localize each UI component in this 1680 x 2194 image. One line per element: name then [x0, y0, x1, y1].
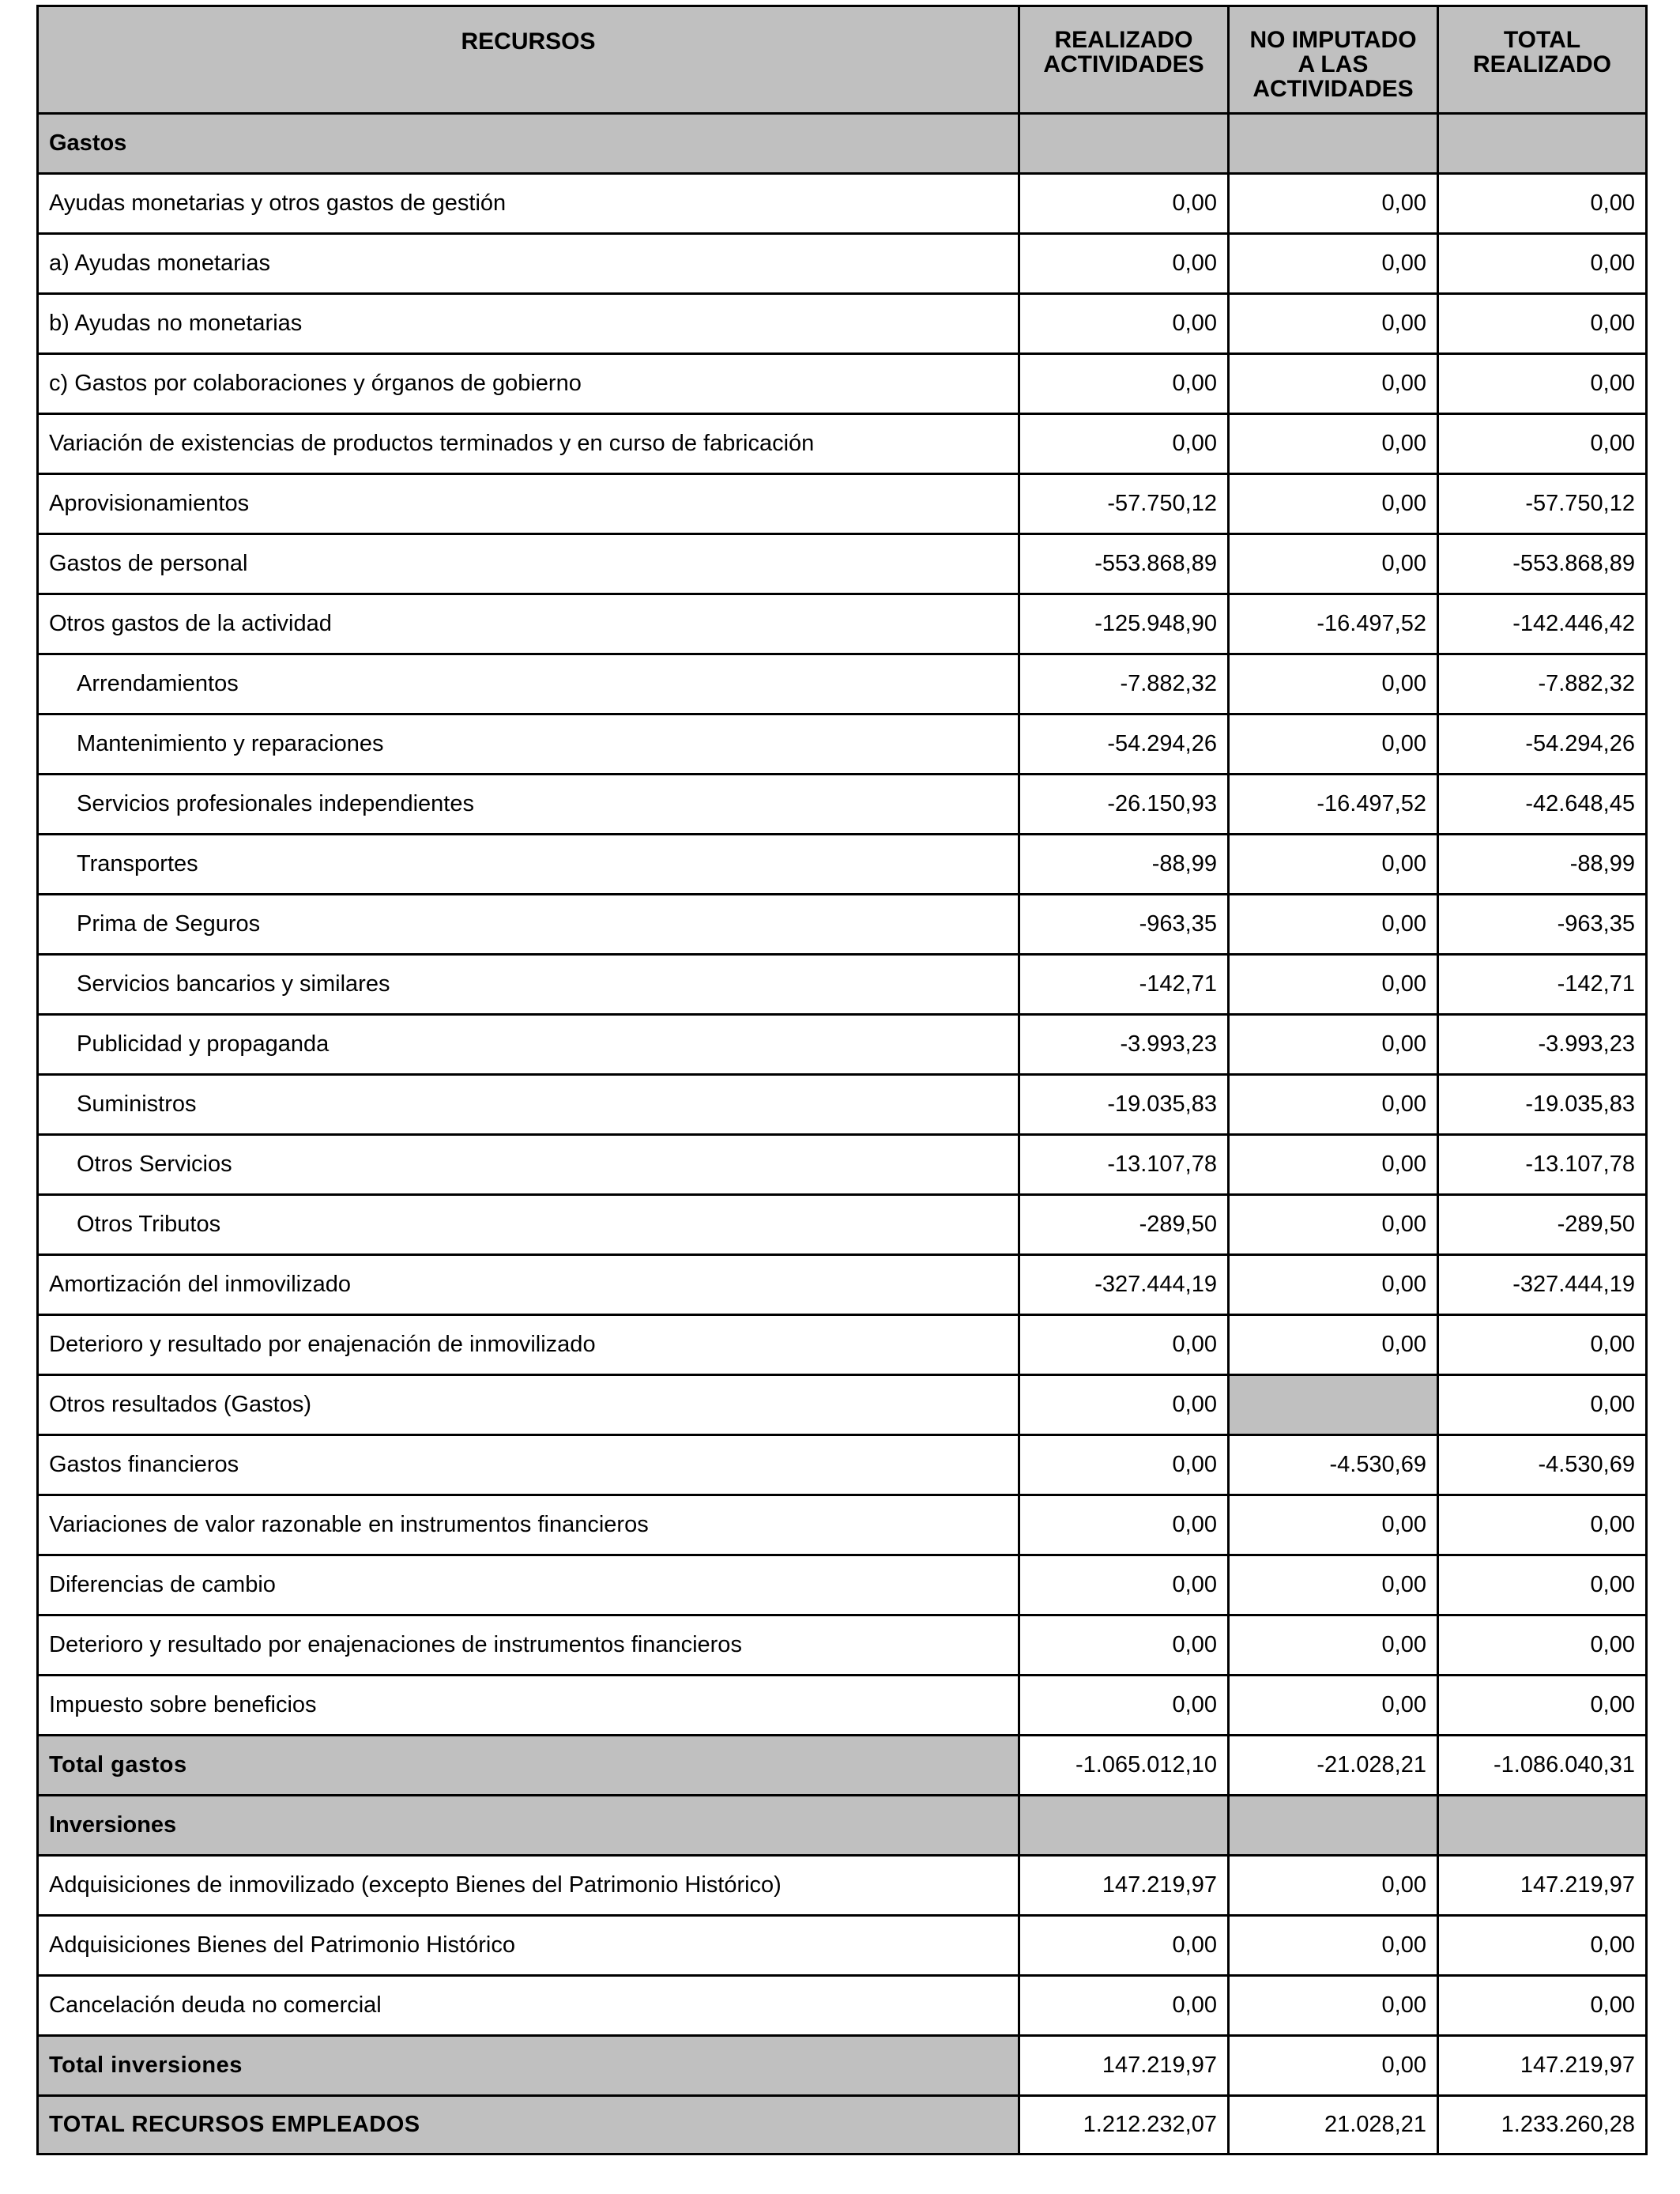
total-realizado-cell: 0,00: [1438, 1495, 1647, 1555]
total-realizado-cell: -13.107,78: [1438, 1135, 1647, 1195]
no-imputado-cell: 0,00: [1229, 1315, 1438, 1375]
total-realizado-cell: 0,00: [1438, 1976, 1647, 2036]
no-imputado-cell: 0,00: [1229, 174, 1438, 234]
resources-table: [36, 5, 1648, 2155]
table-row: [38, 294, 1647, 354]
no-imputado-cell: 0,00: [1229, 1075, 1438, 1135]
table-row: [38, 234, 1647, 294]
table-row: [38, 474, 1647, 534]
total-realizado-cell: 0,00: [1438, 1916, 1647, 1976]
row-label: Suministros: [38, 1075, 1019, 1135]
realizado-actividades-cell: [1019, 114, 1229, 174]
total-realizado-cell: 0,00: [1438, 174, 1647, 234]
row-label: TOTAL RECURSOS EMPLEADOS: [38, 2096, 1019, 2154]
total-realizado-cell: [1438, 114, 1647, 174]
table-row: [38, 354, 1647, 414]
total-realizado-cell: -19.035,83: [1438, 1075, 1647, 1135]
header-total-realizado: TOTAL REALIZADO: [1438, 6, 1647, 114]
total-realizado-cell: -88,99: [1438, 835, 1647, 895]
total-realizado-cell: -1.086.040,31: [1438, 1736, 1647, 1796]
realizado-actividades-cell: 0,00: [1019, 1676, 1229, 1736]
realizado-actividades-cell: 0,00: [1019, 354, 1229, 414]
no-imputado-cell: 0,00: [1229, 1135, 1438, 1195]
no-imputado-cell: 0,00: [1229, 414, 1438, 474]
total-realizado-cell: -142.446,42: [1438, 594, 1647, 654]
table-row: [38, 1976, 1647, 2036]
realizado-actividades-cell: -7.882,32: [1019, 654, 1229, 714]
table-row: [38, 1495, 1647, 1555]
table-row: [38, 1916, 1647, 1976]
no-imputado-cell: 0,00: [1229, 354, 1438, 414]
no-imputado-cell: -16.497,52: [1229, 775, 1438, 835]
no-imputado-cell: 0,00: [1229, 654, 1438, 714]
row-label: Gastos financieros: [38, 1435, 1019, 1495]
row-label: Otros gastos de la actividad: [38, 594, 1019, 654]
header-recursos: RECURSOS: [38, 6, 1019, 114]
row-label: Variación de existencias de productos terminados y en curso de fabricación: [38, 414, 1019, 474]
no-imputado-cell: -16.497,52: [1229, 594, 1438, 654]
row-label: Otros Tributos: [38, 1195, 1019, 1255]
row-label: Otros Servicios: [38, 1135, 1019, 1195]
table-row: [38, 1255, 1647, 1315]
row-label: Gastos de personal: [38, 534, 1019, 594]
total-realizado-cell: 147.219,97: [1438, 2036, 1647, 2096]
table-row: [38, 414, 1647, 474]
realizado-actividades-cell: -327.444,19: [1019, 1255, 1229, 1315]
no-imputado-cell: [1229, 114, 1438, 174]
total-realizado-cell: 147.219,97: [1438, 1856, 1647, 1916]
no-imputado-cell: 0,00: [1229, 1015, 1438, 1075]
table-row: [38, 895, 1647, 955]
row-label: Ayudas monetarias y otros gastos de gestión: [38, 174, 1019, 234]
total-row: [38, 2036, 1647, 2096]
header-no-imputado: NO IMPUTADO A LAS ACTIVIDADES: [1229, 6, 1438, 114]
total-realizado-cell: -7.882,32: [1438, 654, 1647, 714]
realizado-actividades-cell: 0,00: [1019, 1435, 1229, 1495]
no-imputado-cell: 0,00: [1229, 1255, 1438, 1315]
realizado-actividades-cell: 0,00: [1019, 1976, 1229, 2036]
realizado-actividades-cell: -553.868,89: [1019, 534, 1229, 594]
table-row: [38, 1315, 1647, 1375]
realizado-actividades-cell: 0,00: [1019, 414, 1229, 474]
table-row: [38, 1015, 1647, 1075]
realizado-actividades-cell: -142,71: [1019, 955, 1229, 1015]
no-imputado-cell: 21.028,21: [1229, 2096, 1438, 2154]
table-row: [38, 1555, 1647, 1615]
row-label: Impuesto sobre beneficios: [38, 1676, 1019, 1736]
row-label: Diferencias de cambio: [38, 1555, 1019, 1615]
realizado-actividades-cell: 147.219,97: [1019, 2036, 1229, 2096]
no-imputado-cell: 0,00: [1229, 1195, 1438, 1255]
no-imputado-cell: 0,00: [1229, 895, 1438, 955]
table-row: [38, 1135, 1647, 1195]
row-label: Amortización del inmovilizado: [38, 1255, 1019, 1315]
total-row: [38, 2096, 1647, 2154]
table-row: [38, 594, 1647, 654]
row-label: Deterioro y resultado por enajenación de inmovilizado: [38, 1315, 1019, 1375]
row-label: Cancelación deuda no comercial: [38, 1976, 1019, 2036]
total-realizado-cell: -4.530,69: [1438, 1435, 1647, 1495]
realizado-actividades-cell: -26.150,93: [1019, 775, 1229, 835]
realizado-actividades-cell: 1.212.232,07: [1019, 2096, 1229, 2154]
realizado-actividades-cell: -963,35: [1019, 895, 1229, 955]
shaded-empty-cell: [1229, 1375, 1438, 1435]
header-row: [38, 6, 1647, 114]
row-label: Publicidad y propaganda: [38, 1015, 1019, 1075]
no-imputado-cell: 0,00: [1229, 1615, 1438, 1676]
table-row: [38, 1435, 1647, 1495]
total-realizado-cell: -142,71: [1438, 955, 1647, 1015]
row-label: Transportes: [38, 835, 1019, 895]
row-label: Prima de Seguros: [38, 895, 1019, 955]
realizado-actividades-cell: -88,99: [1019, 835, 1229, 895]
row-label: Gastos: [38, 114, 1019, 174]
total-row: [38, 1736, 1647, 1796]
table-row: [38, 1615, 1647, 1676]
realizado-actividades-cell: 0,00: [1019, 1495, 1229, 1555]
table-row: [38, 1375, 1647, 1435]
section-row: [38, 1796, 1647, 1856]
realizado-actividades-cell: 0,00: [1019, 1315, 1229, 1375]
row-label: Variaciones de valor razonable en instrumentos financieros: [38, 1495, 1019, 1555]
no-imputado-cell: [1229, 1796, 1438, 1856]
realizado-actividades-cell: [1019, 1796, 1229, 1856]
total-realizado-cell: -289,50: [1438, 1195, 1647, 1255]
no-imputado-cell: 0,00: [1229, 294, 1438, 354]
no-imputado-cell: 0,00: [1229, 234, 1438, 294]
row-label: Deterioro y resultado por enajenaciones de instrumentos financieros: [38, 1615, 1019, 1676]
table-row: [38, 1676, 1647, 1736]
no-imputado-cell: 0,00: [1229, 1676, 1438, 1736]
table-row: [38, 775, 1647, 835]
row-label: a) Ayudas monetarias: [38, 234, 1019, 294]
section-row: [38, 114, 1647, 174]
row-label: Total inversiones: [38, 2036, 1019, 2096]
realizado-actividades-cell: -19.035,83: [1019, 1075, 1229, 1135]
resources-table-container: [36, 5, 1648, 2155]
table-row: [38, 174, 1647, 234]
realizado-actividades-cell: 0,00: [1019, 1615, 1229, 1676]
row-label: Otros resultados (Gastos): [38, 1375, 1019, 1435]
total-realizado-cell: -963,35: [1438, 895, 1647, 955]
total-realizado-cell: 0,00: [1438, 1676, 1647, 1736]
table-row: [38, 654, 1647, 714]
total-realizado-cell: 0,00: [1438, 1555, 1647, 1615]
no-imputado-cell: 0,00: [1229, 1916, 1438, 1976]
row-label: Servicios profesionales independientes: [38, 775, 1019, 835]
table-row: [38, 835, 1647, 895]
row-label: Aprovisionamientos: [38, 474, 1019, 534]
table-header: [38, 6, 1647, 114]
realizado-actividades-cell: 0,00: [1019, 1555, 1229, 1615]
row-label: Mantenimiento y reparaciones: [38, 714, 1019, 775]
total-realizado-cell: 0,00: [1438, 234, 1647, 294]
realizado-actividades-cell: 0,00: [1019, 174, 1229, 234]
no-imputado-cell: -21.028,21: [1229, 1736, 1438, 1796]
realizado-actividades-cell: 0,00: [1019, 294, 1229, 354]
realizado-actividades-cell: -54.294,26: [1019, 714, 1229, 775]
total-realizado-cell: 0,00: [1438, 354, 1647, 414]
total-realizado-cell: [1438, 1796, 1647, 1856]
realizado-actividades-cell: 0,00: [1019, 1916, 1229, 1976]
row-label: Adquisiciones Bienes del Patrimonio Histórico: [38, 1916, 1019, 1976]
table-row: [38, 714, 1647, 775]
row-label: c) Gastos por colaboraciones y órganos de gobierno: [38, 354, 1019, 414]
realizado-actividades-cell: 0,00: [1019, 1375, 1229, 1435]
no-imputado-cell: 0,00: [1229, 835, 1438, 895]
row-label: Adquisiciones de inmovilizado (excepto Bienes del Patrimonio Histórico): [38, 1856, 1019, 1916]
realizado-actividades-cell: -13.107,78: [1019, 1135, 1229, 1195]
realizado-actividades-cell: 0,00: [1019, 234, 1229, 294]
total-realizado-cell: -327.444,19: [1438, 1255, 1647, 1315]
total-realizado-cell: 0,00: [1438, 1615, 1647, 1676]
realizado-actividades-cell: -289,50: [1019, 1195, 1229, 1255]
total-realizado-cell: 1.233.260,28: [1438, 2096, 1647, 2154]
table-body: [38, 114, 1647, 2154]
table-row: [38, 1195, 1647, 1255]
total-realizado-cell: -3.993,23: [1438, 1015, 1647, 1075]
realizado-actividades-cell: -1.065.012,10: [1019, 1736, 1229, 1796]
no-imputado-cell: 0,00: [1229, 1976, 1438, 2036]
total-realizado-cell: 0,00: [1438, 1315, 1647, 1375]
total-realizado-cell: -54.294,26: [1438, 714, 1647, 775]
table-row: [38, 1856, 1647, 1916]
table-row: [38, 955, 1647, 1015]
table-row: [38, 1075, 1647, 1135]
realizado-actividades-cell: 147.219,97: [1019, 1856, 1229, 1916]
no-imputado-cell: 0,00: [1229, 1856, 1438, 1916]
total-realizado-cell: 0,00: [1438, 294, 1647, 354]
no-imputado-cell: 0,00: [1229, 534, 1438, 594]
no-imputado-cell: -4.530,69: [1229, 1435, 1438, 1495]
row-label: Arrendamientos: [38, 654, 1019, 714]
realizado-actividades-cell: -57.750,12: [1019, 474, 1229, 534]
total-realizado-cell: 0,00: [1438, 1375, 1647, 1435]
total-realizado-cell: -42.648,45: [1438, 775, 1647, 835]
realizado-actividades-cell: -3.993,23: [1019, 1015, 1229, 1075]
realizado-actividades-cell: -125.948,90: [1019, 594, 1229, 654]
no-imputado-cell: 0,00: [1229, 1495, 1438, 1555]
total-realizado-cell: -553.868,89: [1438, 534, 1647, 594]
no-imputado-cell: 0,00: [1229, 955, 1438, 1015]
row-label: Servicios bancarios y similares: [38, 955, 1019, 1015]
total-realizado-cell: -57.750,12: [1438, 474, 1647, 534]
total-realizado-cell: 0,00: [1438, 414, 1647, 474]
row-label: b) Ayudas no monetarias: [38, 294, 1019, 354]
row-label: Inversiones: [38, 1796, 1019, 1856]
header-realizado-actividades: REALIZADO ACTIVIDADES: [1019, 6, 1229, 114]
row-label: Total gastos: [38, 1736, 1019, 1796]
no-imputado-cell: 0,00: [1229, 474, 1438, 534]
no-imputado-cell: 0,00: [1229, 1555, 1438, 1615]
no-imputado-cell: 0,00: [1229, 714, 1438, 775]
no-imputado-cell: 0,00: [1229, 2036, 1438, 2096]
table-row: [38, 534, 1647, 594]
